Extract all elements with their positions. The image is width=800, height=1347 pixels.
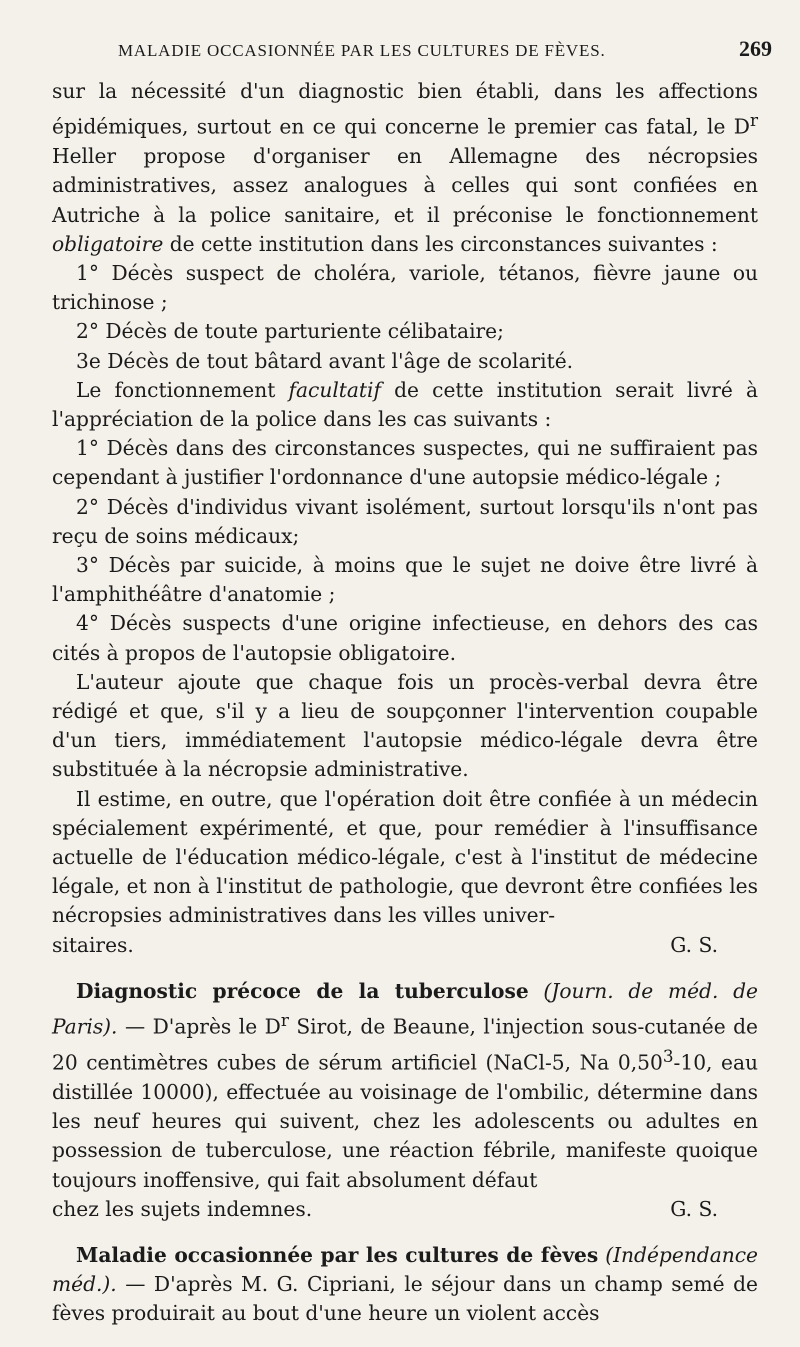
- signature: G. S.: [670, 932, 718, 957]
- page-body: [52, 77, 758, 1329]
- paragraph-estime: Il estime, en outre, que l'opération doit être confiée à un médecin spécialement expérimenté, et que, pour remédier à l'insuffisance actuelle de l'éducation médico-légale, c'est à l'institut de médecine légale, et non à l'institut de pathologie, que devront être confiées les nécropsies administratives dans les villes univer-: [52, 786, 758, 928]
- article-feves: Maladie occasionnée par les cultures de fèves (Indépendance méd.). — D'après M. G. Cipriani, le séjour dans un champ semé de fèves produirait au bout d'une heure un violent accès: [52, 1242, 758, 1326]
- signature: G. S.: [670, 1196, 718, 1221]
- list-item: 2° Décès de toute parturiente célibataire;: [76, 319, 504, 344]
- section-source: (Indépendance méd.).: [52, 1242, 758, 1297]
- article-tuberculose: Diagnostic précoce de la tuberculose (Journ. de méd. de Paris). — D'après le $D^r$ Sirot, de Beaune, l'injection sous-cutanée de 20 centimètres cubes de sérum artificiel (NaCl-5, Na 0,50$^3$-10, eau distillée 10000), effectuée au voisinage de l'ombilic, détermine dans les neuf heures qui suivent, chez les adolescents ou adultes en possession de tuberculose, une réaction fébrile, manifeste quoique toujours inoffensive, qui fait absolument défaut: [52, 978, 759, 1192]
- list-item: 1° Décès dans des circonstances suspectes, qui ne suffiraient pas cependant à justifier l'ordonnance d'une autopsie médico-légale ;: [52, 436, 758, 490]
- section-title: Maladie occasionnée par les cultures de fèves: [76, 1242, 599, 1267]
- page-number: 269: [739, 36, 772, 61]
- running-head: [118, 36, 772, 62]
- list-item: 1° Décès suspect de choléra, variole, tétanos, fièvre jaune ou trichinose ;: [52, 260, 758, 315]
- section-source: (Journ. de méd. de Paris).: [52, 978, 758, 1039]
- paragraph-auteur: L'auteur ajoute que chaque fois un procès-verbal devra être rédigé et que, s'il y a lieu de soupçonner l'intervention coupable d'un tiers, immédiatement l'autopsie médico-légale devra être substituée à la nécropsie administrative.: [52, 669, 758, 782]
- list-item: 2° Décès d'individus vivant isolément, surtout lorsqu'ils n'ont pas reçu de soins médicaux;: [52, 494, 758, 548]
- section-title: Diagnostic précoce de la tuberculose: [76, 978, 529, 1003]
- paragraph-facultatif: Le fonctionnement facultatif de cette institution serait livré à l'appréciation de la police dans les cas suivants :: [52, 377, 758, 431]
- paragraph-end-line: sitaires. G. S.: [52, 931, 758, 960]
- paragraph-heller: sur la nécessité d'un diagnostic bien établi, dans les affections épidémiques, surtout en ce qui concerne le premier cas fatal, le $D^r$ Heller propose d'organiser en Allemagne des nécropsies administratives, assez analogues à celles qui sont confiées en Autriche à la police sanitaire, et il préconise le fonctionnement obligatoire de cette institution dans les circonstances suivantes :: [52, 79, 758, 256]
- list-item: 3e Décès de tout bâtard avant l'âge de scolarité.: [76, 348, 574, 373]
- paragraph-end-line: chez les sujets indemnes. G. S.: [52, 1195, 758, 1224]
- list-item: 4° Décès suspects d'une origine infectieuse, en dehors des cas cités à propos de l'autopsie obligatoire.: [52, 611, 758, 665]
- list-item: 3° Décès par suicide, à moins que le sujet ne doive être livré à l'amphithéâtre d'anatomie ;: [52, 552, 758, 607]
- running-title: MALADIE OCCASIONNÉE PAR LES CULTURES DE FÈVES.: [118, 41, 606, 60]
